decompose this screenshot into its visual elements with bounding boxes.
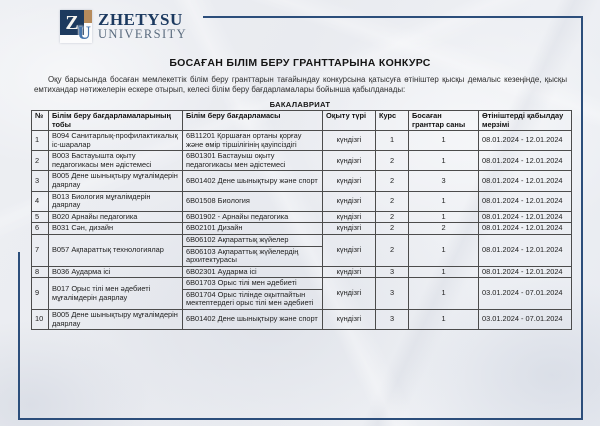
- program-cell: 6B01704 Орыс тілінде оқытпайтын мектептердегі орыс тілі мен әдебиеті: [183, 289, 323, 309]
- grants-count-cell: 1: [409, 309, 479, 329]
- grants-count-cell: 1: [409, 266, 479, 278]
- grants-count-cell: 1: [409, 234, 479, 266]
- table-row: [32, 171, 572, 191]
- program-group-cell: B020 Арнайы педагогика: [49, 211, 183, 223]
- logo-u-letter: U: [77, 23, 91, 44]
- university-name-line1: ZHETYSU: [98, 10, 183, 30]
- section-label-bachelor: БАКАЛАВРИАТ: [269, 100, 331, 109]
- table-header-row: [32, 111, 572, 131]
- program-group-cell: B031 Сән, дизайн: [49, 223, 183, 235]
- row-number-cell: 2: [32, 151, 49, 171]
- course-cell: 3: [376, 278, 409, 310]
- grants-count-cell: 1: [409, 278, 479, 310]
- course-cell: 2: [376, 191, 409, 211]
- course-cell: 2: [376, 223, 409, 235]
- grants-count-cell: 1: [409, 211, 479, 223]
- program-cell: 6B01402 Дене шынықтыру және спорт: [183, 171, 323, 191]
- program-group-cell: B003 Бастауышта оқыту педагогикасы мен әдістемесі: [49, 151, 183, 171]
- grants-count-cell: 1: [409, 191, 479, 211]
- program-cell: 6B11201 Қоршаған ортаны қорғау және өмір тіршілігінің қауіпсіздігі: [183, 131, 323, 151]
- frame-border-left: [18, 252, 20, 420]
- course-cell: 2: [376, 234, 409, 266]
- study-form-cell: күндізгі: [323, 278, 376, 310]
- table-row: [32, 131, 572, 151]
- period-cell: 03.01.2024 - 07.01.2024: [479, 278, 572, 310]
- course-cell: 2: [376, 151, 409, 171]
- study-form-cell: күндізгі: [323, 223, 376, 235]
- table-row: [32, 309, 572, 329]
- program-group-cell: B005 Дене шынықтыру мұғалімдерін даярлау: [49, 171, 183, 191]
- column-header: №: [32, 111, 49, 131]
- program-cell: 6B01902 - Арнайы педагогика: [183, 211, 323, 223]
- table-row: [32, 151, 572, 171]
- grants-table: [31, 110, 572, 330]
- period-cell: 08.01.2024 - 12.01.2024: [479, 211, 572, 223]
- column-header: Оқыту түрі: [323, 111, 376, 131]
- intro-paragraph: Оқу барысында босаған мемлекеттік білім беру гранттарын тағайындау конкурсына қатысуға өтініштер қысқы демалыс кезеңінде, қысқы емтихандар нәтижелерін ескере отырып, келесі білім беру бағдарламалары бойынша қабылданады:: [34, 75, 567, 95]
- table-row: [32, 191, 572, 211]
- grants-count-cell: 1: [409, 151, 479, 171]
- logo-z-letter: Z: [60, 10, 84, 35]
- study-form-cell: күндізгі: [323, 191, 376, 211]
- study-form-cell: күндізгі: [323, 151, 376, 171]
- program-cell: 6B06102 Ақпараттық жүйелер: [183, 234, 323, 246]
- column-header: Өтініштерді қабылдау мерзімі: [479, 111, 572, 131]
- course-cell: 3: [376, 266, 409, 278]
- program-cell: 6B01402 Дене шынықтыру және спорт: [183, 309, 323, 329]
- period-cell: 08.01.2024 - 12.01.2024: [479, 151, 572, 171]
- table-row: [32, 278, 572, 290]
- table-row: [32, 211, 572, 223]
- course-cell: 1: [376, 131, 409, 151]
- row-number-cell: 5: [32, 211, 49, 223]
- period-cell: 03.01.2024 - 07.01.2024: [479, 309, 572, 329]
- grants-count-cell: 2: [409, 223, 479, 235]
- program-group-cell: B013 Биология мұғалімдерін даярлау: [49, 191, 183, 211]
- university-logo: [60, 10, 187, 43]
- row-number-cell: 6: [32, 223, 49, 235]
- program-cell: 6B01301 Бастауыш оқыту педагогикасы мен әдістемесі: [183, 151, 323, 171]
- row-number-cell: 4: [32, 191, 49, 211]
- study-form-cell: күндізгі: [323, 309, 376, 329]
- grants-count-cell: 3: [409, 171, 479, 191]
- period-cell: 08.01.2024 - 12.01.2024: [479, 131, 572, 151]
- study-form-cell: күндізгі: [323, 211, 376, 223]
- university-name-line2: UNIVERSITY: [98, 27, 187, 42]
- university-name: [98, 11, 187, 42]
- period-cell: 08.01.2024 - 12.01.2024: [479, 171, 572, 191]
- period-cell: 08.01.2024 - 12.01.2024: [479, 223, 572, 235]
- column-header: Курс: [376, 111, 409, 131]
- grants-count-cell: 1: [409, 131, 479, 151]
- logo-gold-accent: [84, 10, 92, 23]
- table-row: [32, 223, 572, 235]
- column-header: Босаған гранттар саны: [409, 111, 479, 131]
- program-cell: 6B01508 Биология: [183, 191, 323, 211]
- zu-logo-icon: [60, 10, 92, 43]
- frame-border-right: [581, 16, 583, 420]
- program-cell: 6B02101 Дизайн: [183, 223, 323, 235]
- document-title: БОСАҒАН БІЛІМ БЕРУ ГРАНТТАРЫНА КОНКУРС: [169, 57, 431, 69]
- program-group-cell: B017 Орыс тілі мен әдебиеті мұғалімдерін даярлау: [49, 278, 183, 310]
- program-cell: 6B02301 Аударма ісі: [183, 266, 323, 278]
- column-header: Білім беру бағдарламасы: [183, 111, 323, 131]
- row-number-cell: 9: [32, 278, 49, 310]
- program-cell: 6B01703 Орыс тілі мен әдебиеті: [183, 278, 323, 290]
- column-header: Білім беру бағдарламаларының тобы: [49, 111, 183, 131]
- frame-border-bottom: [18, 418, 583, 420]
- table-row: [32, 234, 572, 246]
- program-group-cell: B036 Аударма ісі: [49, 266, 183, 278]
- row-number-cell: 1: [32, 131, 49, 151]
- course-cell: 3: [376, 309, 409, 329]
- study-form-cell: күндізгі: [323, 234, 376, 266]
- row-number-cell: 3: [32, 171, 49, 191]
- row-number-cell: 7: [32, 234, 49, 266]
- period-cell: 08.01.2024 - 12.01.2024: [479, 191, 572, 211]
- table-row: [32, 266, 572, 278]
- program-group-cell: B094 Санитарлық-профилактикалық іс-шаралар: [49, 131, 183, 151]
- program-group-cell: B057 Ақпараттық технологиялар: [49, 234, 183, 266]
- study-form-cell: күндізгі: [323, 131, 376, 151]
- row-number-cell: 10: [32, 309, 49, 329]
- row-number-cell: 8: [32, 266, 49, 278]
- frame-border-top: [203, 16, 583, 18]
- program-group-cell: B005 Дене шынықтыру мұғалімдерін даярлау: [49, 309, 183, 329]
- period-cell: 08.01.2024 - 12.01.2024: [479, 266, 572, 278]
- study-form-cell: күндізгі: [323, 171, 376, 191]
- study-form-cell: күндізгі: [323, 266, 376, 278]
- course-cell: 2: [376, 211, 409, 223]
- period-cell: 08.01.2024 - 12.01.2024: [479, 234, 572, 266]
- program-cell: 6B06103 Ақпараттық жүйелердің архитектурасы: [183, 246, 323, 266]
- course-cell: 2: [376, 171, 409, 191]
